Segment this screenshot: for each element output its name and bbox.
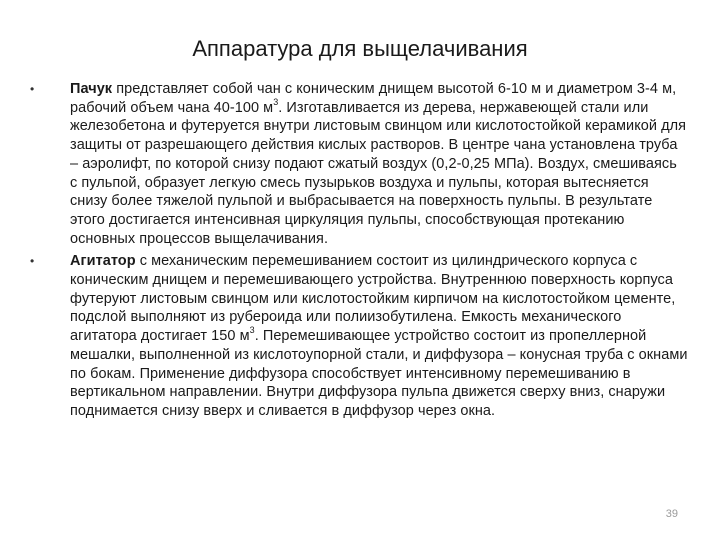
bullet-text: с механическим перемешиванием состоит из цилиндрического корпуса с коническим днищем и перемешивающего устройства. Внутреннюю поверхность корпуса футеруют листовым свинцом или кислотостойким кирпичом на кислотостойком цементе, подслой выполняют из рубероида или полиизобутилена. Емкость механического агитатора достигает 150 м bbox=[70, 253, 676, 345]
superscript: 3 bbox=[249, 325, 255, 336]
bullet-text: . Перемешивающее устройство состоит из пропеллерной мешалки, выполненной из кислотоупорной стали, и диффузора – конусная труба с окнами по бокам. Применение диффузора способствует интенсивному перемешиванию в вертикальном направлении. Внутри диффузора пульпа движется сверху вниз, снаружи поднимается снизу вверх и сливается в диффузор через окна. bbox=[70, 328, 688, 419]
bullet-list bbox=[24, 80, 688, 425]
page-number: 39 bbox=[665, 508, 678, 520]
bullet-dot-icon: • bbox=[30, 82, 35, 96]
bullet-dot-icon: • bbox=[30, 254, 35, 269]
term-pachuk: Пачук bbox=[70, 81, 113, 97]
bullet-text: . Изготавливается из дерева, нержавеющей стали или железобетона и футеруется внутри листовым свинцом или кислотостойкой керамикой для защиты от разрешающего действия кислых растворов. В центре чана установлена труба – аэролифт, по которой снизу подают сжатый воздух (0,2-0,25 МПа). Воздух, смешиваясь с пульпой, образует легкую смесь пузырьков воздуха и пульпы, которая вытесняется снизу более тяжелой пульпой и выбрасывается на поверхность пульпы. В результате этого достигается интенсивная циркуляция пульпы, способствующая протеканию основных процессов выщелачивания. bbox=[70, 99, 687, 247]
term-agitator: Агитатор bbox=[70, 253, 136, 270]
superscript: 3 bbox=[273, 96, 279, 107]
bullet-text: представляет собой чан с коническим днищем высотой 6-10 м и диаметром 3-4 м, рабочий объем чана 40-100 м bbox=[70, 81, 677, 116]
bullet-item-pachuk bbox=[24, 80, 688, 248]
bullet-item-agitator bbox=[24, 252, 688, 420]
slide-title: Аппаратура для выщелачивания bbox=[192, 36, 528, 61]
